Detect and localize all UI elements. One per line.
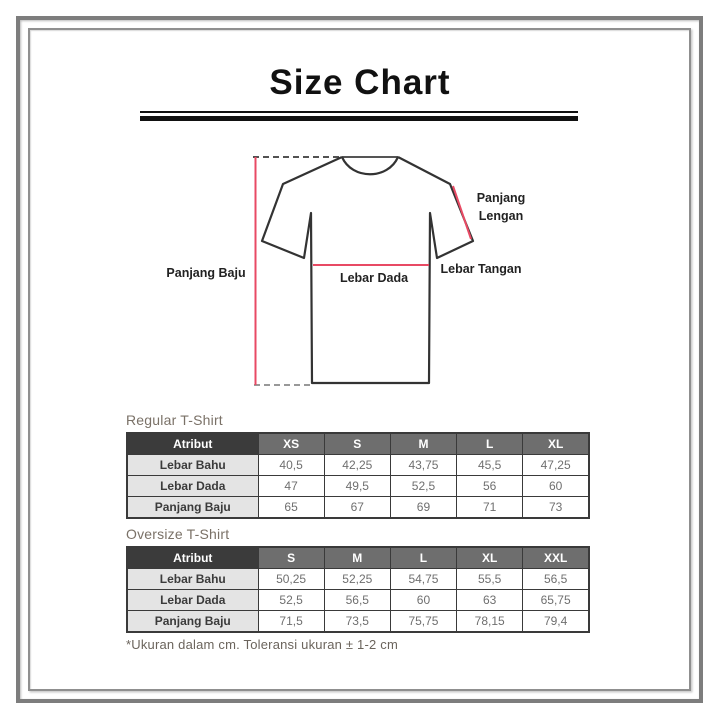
table-row: [127, 476, 589, 497]
size-value: 47,25: [523, 455, 589, 476]
row-label: Lebar Dada: [127, 476, 258, 497]
size-value: 40,5: [258, 455, 324, 476]
table-row: [127, 590, 589, 611]
size-value: 67: [324, 497, 390, 519]
column-header-atribut: Atribut: [127, 547, 258, 569]
size-value: 45,5: [457, 455, 523, 476]
column-header-size: L: [390, 547, 456, 569]
header-row: [127, 433, 589, 455]
table-row: [127, 611, 589, 633]
column-header-size: XL: [523, 433, 589, 455]
size-value: 60: [523, 476, 589, 497]
size-value: 56,5: [523, 569, 589, 590]
size-value: 79,4: [523, 611, 589, 633]
column-header-size: M: [324, 547, 390, 569]
size-value: 50,25: [258, 569, 324, 590]
lebar-dada-label: Lebar Dada: [339, 271, 409, 285]
column-header-size: L: [457, 433, 523, 455]
size-value: 78,15: [457, 611, 523, 633]
size-value: 73: [523, 497, 589, 519]
size-value: 49,5: [324, 476, 390, 497]
size-value: 71: [457, 497, 523, 519]
collar-curve: [342, 157, 398, 174]
column-header-size: XXL: [523, 547, 589, 569]
row-label: Panjang Baju: [127, 611, 258, 633]
table-row: [127, 569, 589, 590]
size-value: 42,25: [324, 455, 390, 476]
size-value: 56: [457, 476, 523, 497]
divider-thick-line: [140, 116, 578, 121]
column-header-atribut: Atribut: [127, 433, 258, 455]
size-value: 65,75: [523, 590, 589, 611]
size-value: 52,5: [258, 590, 324, 611]
size-value: 52,5: [390, 476, 456, 497]
title-divider: [140, 111, 578, 121]
oversize-size-table: [126, 546, 590, 633]
divider-thin-line: [140, 111, 578, 113]
table-row: [127, 455, 589, 476]
row-label: Lebar Bahu: [127, 455, 258, 476]
regular-size-table: [126, 432, 590, 519]
size-value: 71,5: [258, 611, 324, 633]
size-value: 73,5: [324, 611, 390, 633]
size-value: 43,75: [390, 455, 456, 476]
row-label: Panjang Baju: [127, 497, 258, 519]
column-header-size: XL: [457, 547, 523, 569]
panjang-lengan-line1: Panjang: [476, 191, 526, 205]
size-value: 60: [390, 590, 456, 611]
panjang-baju-label: Panjang Baju: [166, 266, 246, 280]
size-value: 47: [258, 476, 324, 497]
column-header-size: M: [390, 433, 456, 455]
row-label: Lebar Dada: [127, 590, 258, 611]
panjang-lengan-line2: Lengan: [478, 209, 524, 223]
row-label: Lebar Bahu: [127, 569, 258, 590]
size-value: 55,5: [457, 569, 523, 590]
size-value: 69: [390, 497, 456, 519]
lebar-tangan-label: Lebar Tangan: [440, 262, 522, 276]
table-row: [127, 497, 589, 519]
tshirt-measurement-diagram: [150, 140, 570, 410]
oversize-table-caption: Oversize T-Shirt: [126, 526, 230, 542]
column-header-size: XS: [258, 433, 324, 455]
size-value: 65: [258, 497, 324, 519]
size-value: 56,5: [324, 590, 390, 611]
size-value: 54,75: [390, 569, 456, 590]
size-value: 52,25: [324, 569, 390, 590]
regular-table-caption: Regular T-Shirt: [126, 412, 223, 428]
size-value: 63: [457, 590, 523, 611]
panjang-lengan-label: [451, 189, 551, 225]
header-row: [127, 547, 589, 569]
column-header-size: S: [324, 433, 390, 455]
column-header-size: S: [258, 547, 324, 569]
size-value: 75,75: [390, 611, 456, 633]
page-title: Size Chart: [269, 63, 451, 102]
size-tolerance-footnote: *Ukuran dalam cm. Toleransi ukuran ± 1-2 cm: [126, 637, 398, 652]
